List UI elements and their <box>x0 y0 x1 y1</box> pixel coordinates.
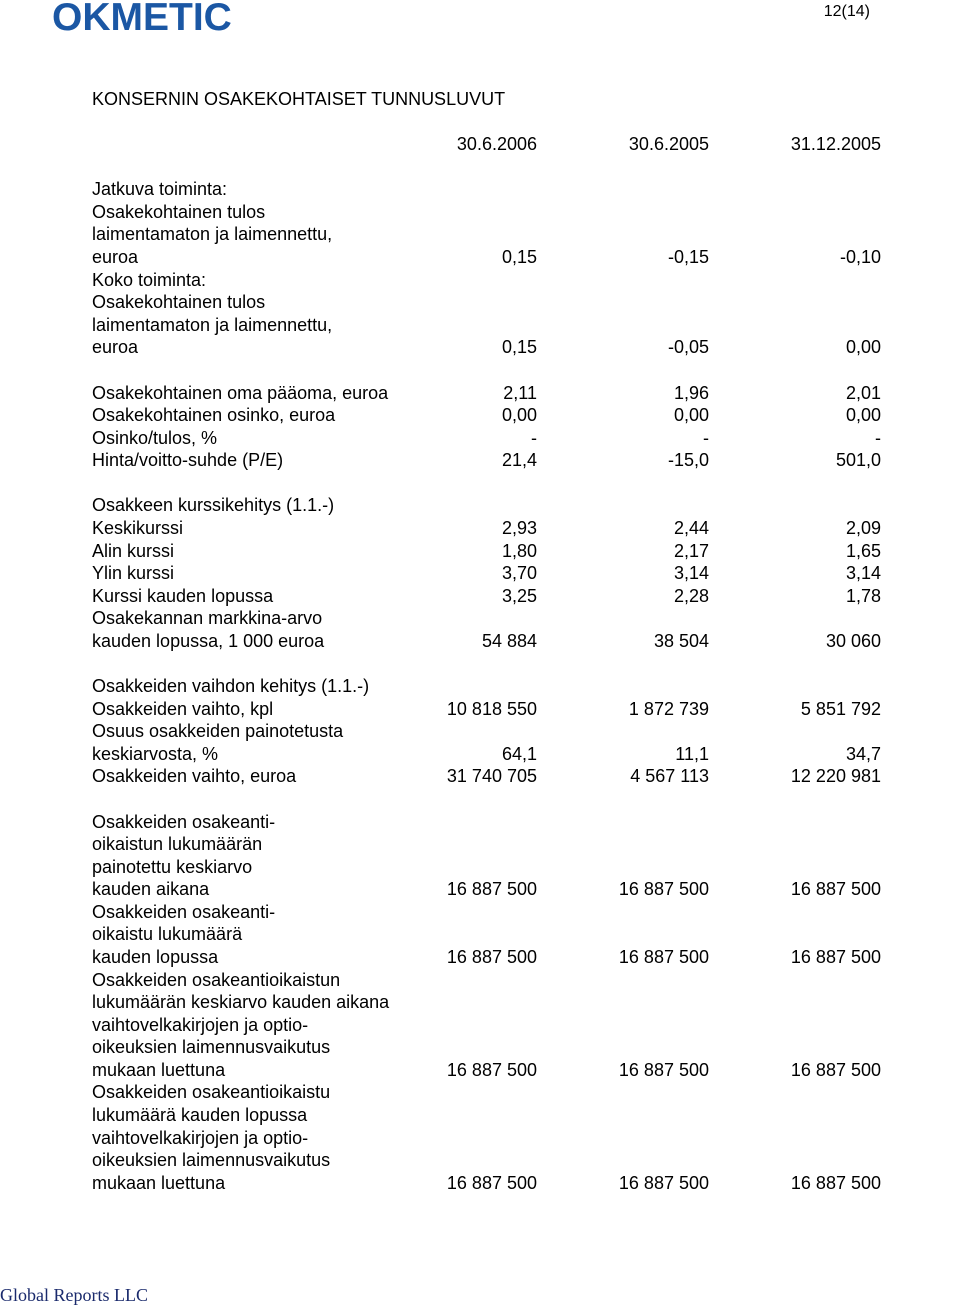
cell-30-6-2006: 54 884 <box>481 630 537 651</box>
footer-source-label: Global Reports LLC <box>0 1285 148 1305</box>
cell-30-6-2006: 10 818 550 <box>446 698 537 719</box>
table-row <box>0 1149 960 1172</box>
table-row <box>0 314 960 337</box>
row-label: Jatkuva toiminta: <box>92 179 228 200</box>
row-label: Osakkeiden osakeanti- <box>92 811 276 832</box>
cell-30-6-2006: 1,80 <box>501 540 537 561</box>
row-label: Osakekohtainen tulos <box>92 292 266 313</box>
row-label: vaihtovelkakirjojen ja optio- <box>92 1014 309 1035</box>
company-logo: OKMETIC <box>52 0 232 39</box>
row-label: painotettu keskiarvo <box>92 856 253 877</box>
row-label: laimentamaton ja laimennettu, <box>92 314 333 335</box>
blank-line <box>0 156 960 179</box>
cell-31-12-2005: 34,7 <box>845 743 881 764</box>
row-label: lukumäärän keskiarvo kauden aikana <box>92 992 390 1013</box>
table-row <box>0 923 960 946</box>
table-row <box>0 336 960 359</box>
cell-31-12-2005: 0,00 <box>845 337 881 358</box>
cell-31-12-2005: 501,0 <box>835 450 881 471</box>
cell-31-12-2005: 16 887 500 <box>790 879 881 900</box>
blank-line <box>0 652 960 675</box>
cell-30-6-2006: 3,25 <box>501 585 537 606</box>
table-row <box>0 449 960 472</box>
row-label: laimentamaton ja laimennettu, <box>92 224 333 245</box>
row-label: Alin kurssi <box>92 540 175 561</box>
table-row <box>0 969 960 992</box>
cell-31-12-2005: 3,14 <box>845 563 881 584</box>
table-row <box>0 1172 960 1195</box>
cell-30-6-2005: 2,17 <box>673 540 709 561</box>
cell-30-6-2005: - <box>703 427 709 448</box>
cell-31-12-2005: 30 060 <box>825 630 881 651</box>
table-row <box>0 720 960 743</box>
cell-30-6-2005: 38 504 <box>653 630 709 651</box>
cell-30-6-2005: 2,28 <box>673 585 709 606</box>
row-label: Ylin kurssi <box>92 563 175 584</box>
table-row <box>0 540 960 563</box>
page-number: 12(14) <box>823 3 870 20</box>
row-label: Osakkeiden osakeantioikaistu <box>92 1082 331 1103</box>
table-row <box>0 269 960 292</box>
row-label: oikeuksien laimennusvaikutus <box>92 1037 331 1058</box>
cell-30-6-2005: 11,1 <box>675 743 709 764</box>
cell-31-12-2005: - <box>875 427 881 448</box>
row-label: oikeuksien laimennusvaikutus <box>92 1150 331 1171</box>
row-label: Osakekohtainen tulos <box>92 201 266 222</box>
table-row <box>0 833 960 856</box>
cell-31-12-2005: 16 887 500 <box>790 1172 881 1193</box>
table-row <box>0 675 960 698</box>
key-figures-table <box>0 88 960 1194</box>
page-title: KONSERNIN OSAKEKOHTAISET TUNNUSLUVUT <box>92 89 506 109</box>
cell-31-12-2005: 1,78 <box>845 585 881 606</box>
cell-31-12-2005: 16 887 500 <box>790 1059 881 1080</box>
table-row <box>0 856 960 879</box>
table-row <box>0 562 960 585</box>
row-label: Osakkeiden vaihdon kehitys (1.1.-) <box>92 676 370 697</box>
cell-30-6-2005: -0,15 <box>667 247 709 268</box>
blank-line <box>0 472 960 495</box>
column-header-31-12-2005: 31.12.2005 <box>790 134 881 155</box>
table-row <box>0 517 960 540</box>
row-label: vaihtovelkakirjojen ja optio- <box>92 1127 309 1148</box>
cell-31-12-2005: -0,10 <box>839 247 881 268</box>
cell-30-6-2006: - <box>531 427 537 448</box>
row-label: Osuus osakkeiden painotetusta <box>92 721 344 742</box>
cell-30-6-2005: 16 887 500 <box>618 879 709 900</box>
row-label: Osakekohtainen oma pääoma, euroa <box>92 382 389 403</box>
cell-30-6-2006: 2,11 <box>503 382 537 403</box>
cell-30-6-2006: 3,70 <box>501 563 537 584</box>
row-label: Osakkeiden osakeantioikaistun <box>92 969 341 990</box>
row-label: kauden aikana <box>92 879 210 900</box>
cell-30-6-2005: 16 887 500 <box>618 1059 709 1080</box>
cell-30-6-2005: 0,00 <box>673 405 709 426</box>
cell-30-6-2006: 2,93 <box>501 517 537 538</box>
blank-line <box>0 788 960 811</box>
row-label: Osakkeiden osakeanti- <box>92 901 276 922</box>
table-row <box>0 585 960 608</box>
row-label: mukaan luettuna <box>92 1059 226 1080</box>
cell-30-6-2006: 16 887 500 <box>446 946 537 967</box>
cell-30-6-2005: 2,44 <box>673 517 709 538</box>
row-label: Osinko/tulos, % <box>92 427 218 448</box>
cell-30-6-2005: 1 872 739 <box>628 698 709 719</box>
row-label: Hinta/voitto-suhde (P/E) <box>92 450 284 471</box>
table-row <box>0 223 960 246</box>
row-label: mukaan luettuna <box>92 1172 226 1193</box>
table-row <box>0 698 960 721</box>
cell-30-6-2006: 0,15 <box>501 337 537 358</box>
blank-line <box>0 111 960 134</box>
table-row <box>0 991 960 1014</box>
table-row <box>0 946 960 969</box>
row-label: kauden lopussa <box>92 946 219 967</box>
cell-30-6-2006: 16 887 500 <box>446 879 537 900</box>
cell-31-12-2005: 5 851 792 <box>800 698 881 719</box>
row-label: Osakkeiden vaihto, kpl <box>92 698 274 719</box>
cell-30-6-2006: 16 887 500 <box>446 1059 537 1080</box>
table-row <box>0 494 960 517</box>
row-label: oikaistu lukumäärä <box>92 924 243 945</box>
blank-line <box>0 359 960 382</box>
table-row <box>0 1104 960 1127</box>
column-header-row <box>0 133 960 156</box>
table-row <box>0 765 960 788</box>
table-row <box>0 1036 960 1059</box>
column-header-30-6-2006: 30.6.2006 <box>456 134 537 155</box>
cell-30-6-2005: 1,96 <box>673 382 709 403</box>
row-label: Osakkeen kurssikehitys (1.1.-) <box>92 495 335 516</box>
table-row <box>0 901 960 924</box>
table-row <box>0 178 960 201</box>
table-row <box>0 630 960 653</box>
cell-31-12-2005: 1,65 <box>845 540 881 561</box>
cell-30-6-2005: -0,05 <box>667 337 709 358</box>
row-label: Osakekannan markkina-arvo <box>92 608 323 629</box>
cell-30-6-2006: 31 740 705 <box>446 766 537 787</box>
row-label: euroa <box>92 337 139 358</box>
cell-30-6-2005: 16 887 500 <box>618 1172 709 1193</box>
table-row <box>0 427 960 450</box>
table-row <box>0 607 960 630</box>
page-title-row <box>0 88 960 111</box>
cell-31-12-2005: 2,01 <box>845 382 881 403</box>
cell-30-6-2006: 16 887 500 <box>446 1172 537 1193</box>
row-label: euroa <box>92 247 139 268</box>
cell-30-6-2005: 16 887 500 <box>618 946 709 967</box>
table-row <box>0 1127 960 1150</box>
table-row <box>0 246 960 269</box>
table-row <box>0 382 960 405</box>
row-label: Kurssi kauden lopussa <box>92 585 274 606</box>
row-label: kauden lopussa, 1 000 euroa <box>92 630 325 651</box>
cell-30-6-2005: 4 567 113 <box>630 766 709 787</box>
table-row <box>0 811 960 834</box>
row-label: Osakekohtainen osinko, euroa <box>92 405 336 426</box>
cell-31-12-2005: 12 220 981 <box>790 766 881 787</box>
table-row <box>0 1059 960 1082</box>
cell-31-12-2005: 0,00 <box>845 405 881 426</box>
table-row <box>0 878 960 901</box>
cell-31-12-2005: 2,09 <box>845 517 881 538</box>
table-row <box>0 201 960 224</box>
cell-30-6-2006: 0,00 <box>501 405 537 426</box>
table-row <box>0 404 960 427</box>
row-label: lukumäärä kauden lopussa <box>92 1105 308 1126</box>
cell-30-6-2006: 0,15 <box>501 247 537 268</box>
cell-30-6-2005: -15,0 <box>667 450 709 471</box>
column-header-30-6-2005: 30.6.2005 <box>628 134 709 155</box>
table-row <box>0 291 960 314</box>
row-label: Osakkeiden vaihto, euroa <box>92 766 297 787</box>
cell-30-6-2005: 3,14 <box>673 563 709 584</box>
table-row <box>0 1081 960 1104</box>
table-row <box>0 1014 960 1037</box>
row-label: Keskikurssi <box>92 517 184 538</box>
cell-31-12-2005: 16 887 500 <box>790 946 881 967</box>
row-label: Koko toiminta: <box>92 269 207 290</box>
cell-30-6-2006: 21,4 <box>501 450 537 471</box>
row-label: oikaistun lukumäärän <box>92 834 263 855</box>
row-label: keskiarvosta, % <box>92 743 219 764</box>
table-row <box>0 743 960 766</box>
cell-30-6-2006: 64,1 <box>501 743 537 764</box>
